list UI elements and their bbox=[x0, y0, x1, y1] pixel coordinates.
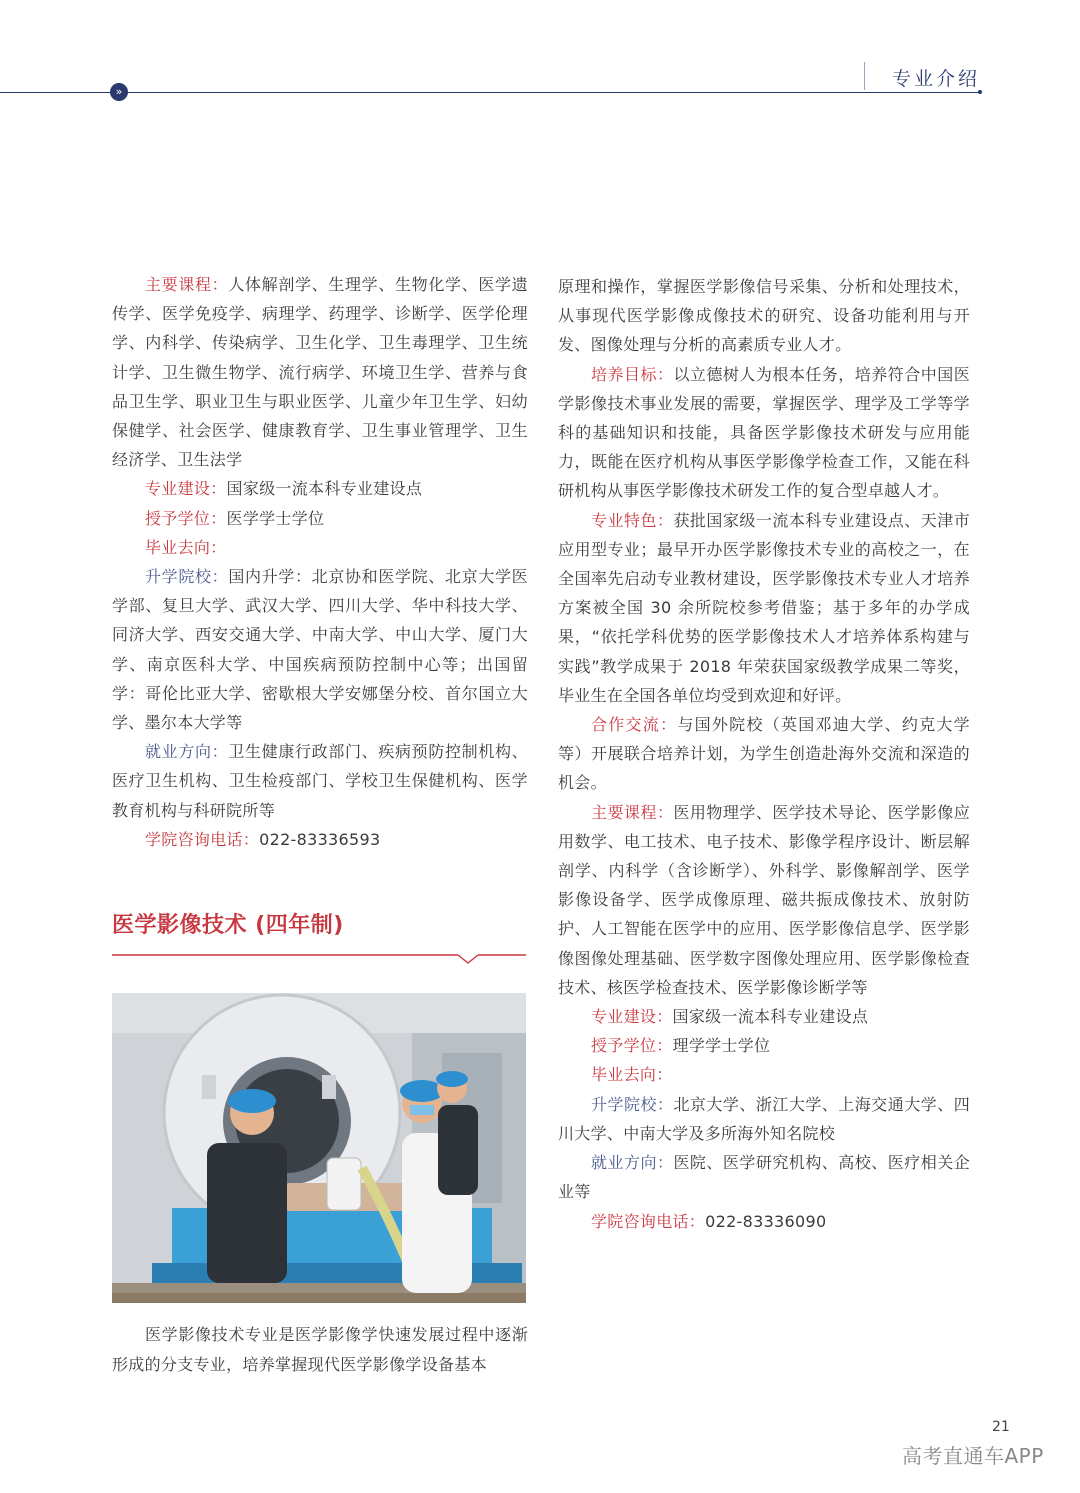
employment-text: 医院、医学研究机构、高校、医疗相关企业等 bbox=[558, 1153, 970, 1202]
left-construction-paragraph bbox=[112, 474, 528, 503]
mri-room-photo bbox=[112, 993, 526, 1303]
right-coop-paragraph bbox=[558, 710, 970, 798]
coop-text: 与国外院校（英国邓迪大学、约克大学等）开展联合培养计划，为学生创造赴海外交流和深造的机会。 bbox=[558, 715, 970, 793]
goal-label: 培养目标： bbox=[591, 364, 674, 384]
feature-text: 获批国家级一流本科专业建设点、天津市应用型专业；最早开办医学影像技术专业的高校之一，在全国率先启动专业教材建设，医学影像技术专业人才培养方案被全国 30 余所院校参考借鉴；基于多年的办学成果，“依托学科优势的医学影像技术人才培养体系构建与实践”教学成果于 2018 年荣获国家级教学成果二等奖，毕业生在全国各单位均受到欢迎和好评。 bbox=[558, 510, 970, 705]
app-watermark: 高考直通车APP bbox=[902, 1444, 1044, 1468]
double-chevron-right-icon: » bbox=[110, 83, 128, 101]
employment-label: 就业方向： bbox=[591, 1153, 674, 1173]
degree-text: 理学学士学位 bbox=[672, 1036, 771, 1056]
degree-text: 医学学士学位 bbox=[226, 508, 325, 528]
left-phone-paragraph bbox=[112, 825, 528, 854]
courses-label: 主要课程： bbox=[145, 275, 229, 294]
header-divider bbox=[864, 62, 865, 90]
phone-label: 学院咨询电话： bbox=[145, 829, 260, 849]
right-goal-paragraph bbox=[558, 360, 970, 506]
right-feature-paragraph bbox=[558, 506, 970, 710]
left-degree-paragraph bbox=[112, 504, 528, 533]
title-underline bbox=[112, 953, 526, 965]
left-column bbox=[112, 270, 528, 854]
right-courses-paragraph bbox=[558, 798, 970, 1002]
courses-text: 人体解剖学、生理学、生物化学、医学遗传学、医学免疫学、病理学、药理学、诊断学、医学伦理学、内科学、传染病学、卫生化学、卫生毒理学、卫生统计学、卫生微生物学、流行病学、环境卫生学、营养与食品卫生学、职业卫生与职业医学、儿童少年卫生学、妇幼保健学、社会医学、健康教育学、卫生事业管理学、卫生经济学、卫生法学 bbox=[112, 275, 528, 470]
destination-label: 毕业去向： bbox=[145, 537, 227, 557]
right-destination-paragraph bbox=[558, 1060, 970, 1089]
employment-text: 卫生健康行政部门、疾病预防控制机构、医疗卫生机构、卫生检疫部门、学校卫生保健机构、医学教育机构与科研院所等 bbox=[112, 742, 528, 820]
right-construction-paragraph bbox=[558, 1002, 970, 1031]
construction-label: 专业建设： bbox=[145, 479, 227, 499]
degree-label: 授予学位： bbox=[591, 1036, 673, 1056]
phone-number: 022-83336593 bbox=[259, 829, 381, 849]
employment-label: 就业方向： bbox=[145, 742, 229, 762]
left-courses-paragraph bbox=[112, 270, 528, 474]
goal-text: 以立德树人为根本任务，培养符合中国医学影像技术事业发展的需要，掌握医学、理学及工学等学科的基础知识和技能，具备医学影像技术研发与应用能力，既能在医疗机构从事医学影像学检查工作，又能在科研机构从事医学影像技术研发工作的复合型卓越人才。 bbox=[558, 364, 970, 501]
construction-text: 国家级一流本科专业建设点 bbox=[672, 1007, 869, 1027]
right-further-study-paragraph bbox=[558, 1090, 970, 1148]
left-employment-paragraph bbox=[112, 737, 528, 825]
feature-label: 专业特色： bbox=[591, 510, 674, 530]
further-study-label: 升学院校： bbox=[145, 567, 229, 587]
phone-label: 学院咨询电话： bbox=[591, 1211, 706, 1231]
further-study-text: 北京大学、浙江大学、上海交通大学、四川大学、中南大学及多所海外知名院校 bbox=[558, 1094, 970, 1143]
intro-continuation: 原理和操作，掌握医学影像信号采集、分析和处理技术，从事现代医学影像成像技术的研究、设备功能利用与开发、图像处理与分析的高素质专业人才。 bbox=[558, 277, 970, 355]
right-column bbox=[558, 272, 970, 1236]
courses-label: 主要课程： bbox=[591, 802, 674, 822]
left-destination-paragraph bbox=[112, 533, 528, 562]
program-intro-paragraph: 医学影像技术专业是医学影像学快速发展过程中逐渐形成的分支专业，培养掌握现代医学影像学设备基本 bbox=[112, 1325, 528, 1374]
coop-label: 合作交流： bbox=[591, 715, 678, 735]
left-further-study-paragraph bbox=[112, 562, 528, 737]
right-employment-paragraph bbox=[558, 1148, 970, 1206]
right-phone-paragraph bbox=[558, 1207, 970, 1236]
right-degree-paragraph bbox=[558, 1031, 970, 1060]
program-title: 医学影像技术 (四年制) bbox=[112, 913, 344, 938]
phone-number: 022-83336090 bbox=[705, 1211, 827, 1231]
header-rule bbox=[0, 92, 980, 93]
destination-label: 毕业去向： bbox=[591, 1065, 673, 1085]
degree-label: 授予学位： bbox=[145, 508, 227, 528]
courses-text: 医用物理学、医学技术导论、医学影像应用数学、电工技术、电子技术、影像学程序设计、断层解剖学、内科学（含诊断学）、外科学、影像解剖学、医学影像设备学、医学成像原理、磁共振成像技术、放射防护、人工智能在医学中的应用、医学影像信息学、医学影像图像处理基础、医学数字图像处理应用、医学影像检查技术、核医学检查技术、医学影像诊断学等 bbox=[558, 802, 970, 997]
further-study-text: 国内升学：北京协和医学院、北京大学医学部、复旦大学、武汉大学、四川大学、华中科技大学、同济大学、西安交通大学、中南大学、中山大学、厦门大学、南京医科大学、中国疾病预防控制中心等；出国留学：哥伦比亚大学、密歇根大学安娜堡分校、首尔国立大学、墨尔本大学等 bbox=[112, 567, 528, 733]
construction-text: 国家级一流本科专业建设点 bbox=[226, 479, 423, 499]
construction-label: 专业建设： bbox=[591, 1007, 673, 1027]
page-number: 21 bbox=[992, 1419, 1010, 1435]
further-study-label: 升学院校： bbox=[591, 1094, 674, 1114]
section-header-title: 专业介绍 bbox=[892, 68, 981, 90]
